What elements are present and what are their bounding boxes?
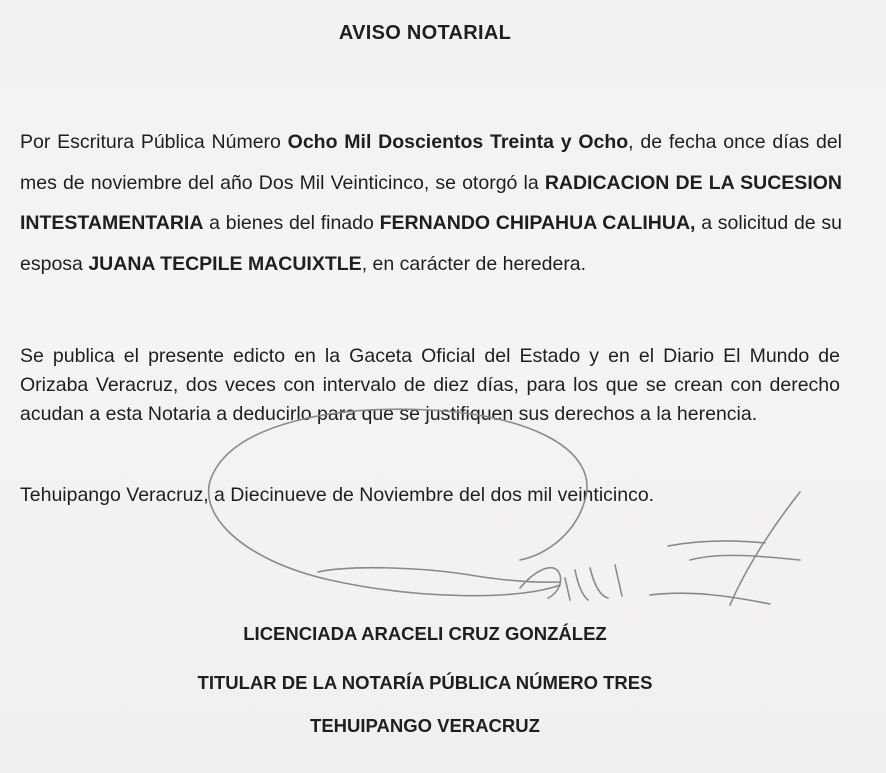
signature-letters — [520, 565, 622, 600]
signature-underline — [318, 568, 560, 582]
succession-type: RADICACION DE LA SUCESION INTESTAMENTARIA — [20, 171, 842, 234]
deed-text-2: , de fecha once días del mes de noviembre del año Dos Mil Veinticinco, se otorgó la — [20, 131, 842, 194]
deed-text-5: , en carácter de heredera. — [361, 252, 587, 275]
deed-text-3: a bienes del finado — [203, 212, 380, 234]
deed-number: Ocho Mil Doscientos Treinta y Ocho — [287, 131, 629, 153]
signatory-position: TITULAR DE LA NOTARÍA PÚBLICA NÚMERO TRES — [197, 672, 653, 693]
signatory-name: LICENCIADA ARACELI CRUZ GONZÁLEZ — [243, 623, 607, 644]
signatory-location: TEHUIPANGO VERACRUZ — [310, 715, 540, 736]
deed-text-1: Por Escritura Pública Número — [20, 131, 288, 153]
publication-paragraph: Se publica el presente edicto en la Gaceta Oficial del Estado y en el Diario El Mundo de Orizaba Veracruz, dos veces con intervalo de diez días, para los que se crean con derecho acudan a esta Notaria a deducirlo para que se justifiquen sus derechos a la herencia. — [20, 345, 840, 425]
heir-name: JUANA TECPILE MACUIXTLE — [88, 252, 362, 275]
document-title: AVISO NOTARIAL — [338, 22, 512, 44]
date-line: Tehuipango Veracruz, a Diecinueve de Noviembre del dos mil veinticinco. — [20, 484, 655, 506]
deed-paragraph — [20, 122, 842, 284]
deceased-name: FERNANDO CHIPAHUA CALIHUA, — [379, 212, 696, 234]
deed-text-4: a solicitud de su esposa — [20, 212, 842, 275]
